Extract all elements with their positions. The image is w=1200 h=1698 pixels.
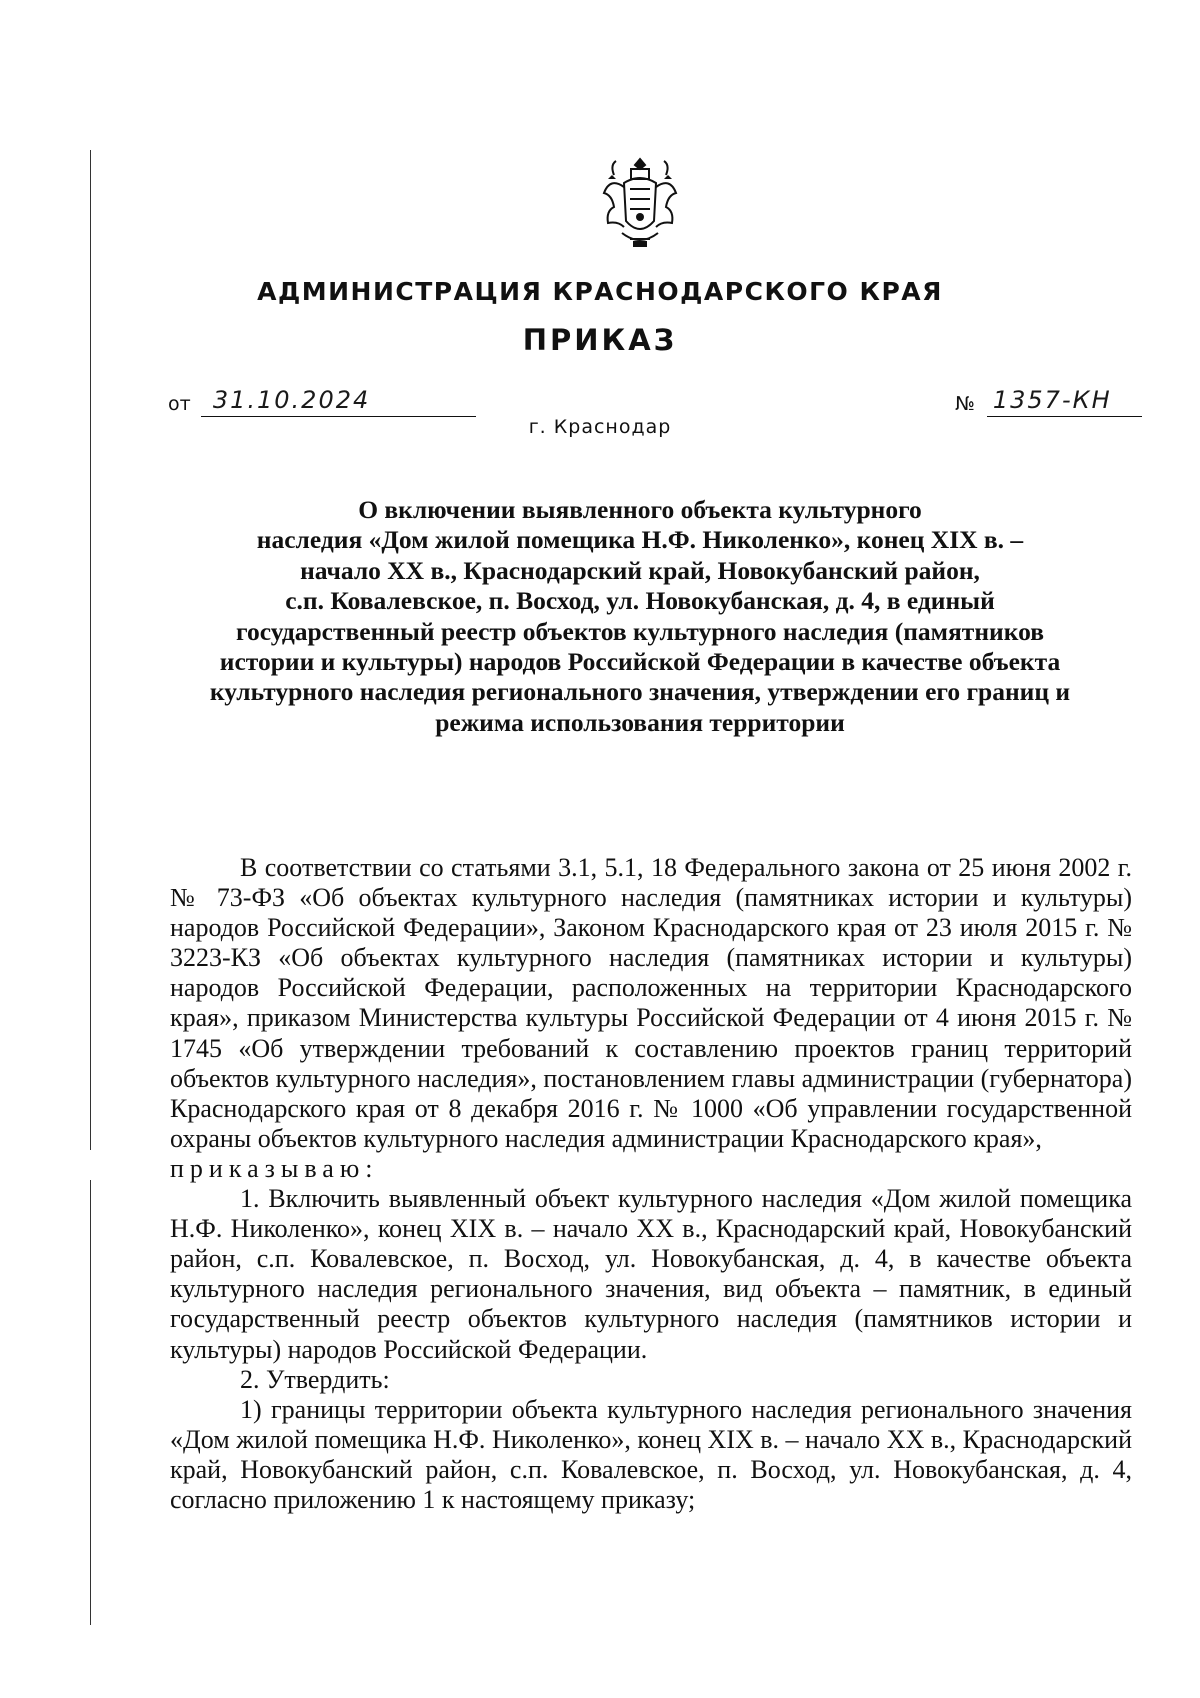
title-line: наследия «Дом жилой помещика Н.Ф. Николенко», конец XIX в. – xyxy=(256,525,1024,555)
title-line: государственный реестр объектов культурного наследия (памятников xyxy=(236,616,1044,646)
number-value: 1357-КН xyxy=(992,386,1112,414)
order-word: приказываю: xyxy=(170,1153,379,1183)
number-underline xyxy=(987,388,1142,417)
title-line: О включении выявленного объекта культурного xyxy=(358,495,922,524)
title-line: с.п. Ковалевское, п. Восход, ул. Новокубанская, д. 4, в единый xyxy=(285,586,995,616)
item-2-paragraph: 2. Утвердить: xyxy=(240,1364,390,1394)
document-title xyxy=(150,495,1130,738)
number-prefix: № xyxy=(955,393,975,415)
margin-line xyxy=(90,1180,91,1625)
date-value: 31.10.2024 xyxy=(212,386,371,414)
title-line: режима использования территории xyxy=(435,707,845,737)
title-line: истории и культуры) народов Российской Федерации в качестве объекта xyxy=(219,647,1061,677)
date-field xyxy=(168,388,476,417)
number-field xyxy=(955,388,1142,417)
coat-of-arms-emblem xyxy=(600,155,680,255)
title-line: культурного наследия регионального значения, утверждении его границ и xyxy=(209,677,1071,707)
item-1-paragraph: 1. Включить выявленный объект культурного наследия «Дом жилой помещика Н.Ф. Николенко», конец XIX в. – начало XX в., Краснодарский край, Новокубанский район, с.п. Ковалевское, п. Восход, ул. Новокубанская, д. 4, в качестве объекта культурного наследия регионального значения, вид объекта – памятник, в единый государственный реестр объектов культурного наследия (памятников истории и культуры) народов Российской Федерации. xyxy=(170,1184,1132,1364)
item-2-1-paragraph: 1) границы территории объекта культурного наследия регионального значения «Дом жилой помещика Н.Ф. Николенко», конец XIX в. – начало XX в., Краснодарский край, Новокубанский район, с.п. Ковалевское, п. Восход, ул. Новокубанская, д. 4, согласно приложению 1 к настоящему приказу; xyxy=(170,1394,1132,1514)
title-line: начало XX в., Краснодарский край, Новокубанский район, xyxy=(300,555,980,585)
organization-name: АДМИНИСТРАЦИЯ КРАСНОДАРСКОГО КРАЯ xyxy=(257,277,943,306)
date-underline xyxy=(201,388,476,417)
document-type: ПРИКАЗ xyxy=(522,323,678,357)
preamble-paragraph: В соответствии со статьями 3.1, 5.1, 18 Федерального закона от 25 июня 2002 г. № 73-ФЗ «Об объектах культурного наследия (памятниках истории и культуры) народов Российской Федерации», Законом Краснодарского края от 23 июля 2015 г. № 3223-КЗ «Об объектах культурного наследия (памятниках истории и культуры) народов Российской Федерации, расположенных на территории Краснодарского края», приказом Министерства культуры Российской Федерации от 4 июня 2015 г. № 1745 «Об утверждении требований к составлению проектов границ территорий объектов культурного наследия», постановлением главы администрации (губернатора) Краснодарского края от 8 декабря 2016 г. № 1000 «Об управлении государственной охраны объектов культурного наследия администрации Краснодарского края», xyxy=(170,853,1132,1153)
document-body xyxy=(170,853,1132,1515)
date-prefix: от xyxy=(168,393,191,415)
city: г. Краснодар xyxy=(528,416,672,438)
